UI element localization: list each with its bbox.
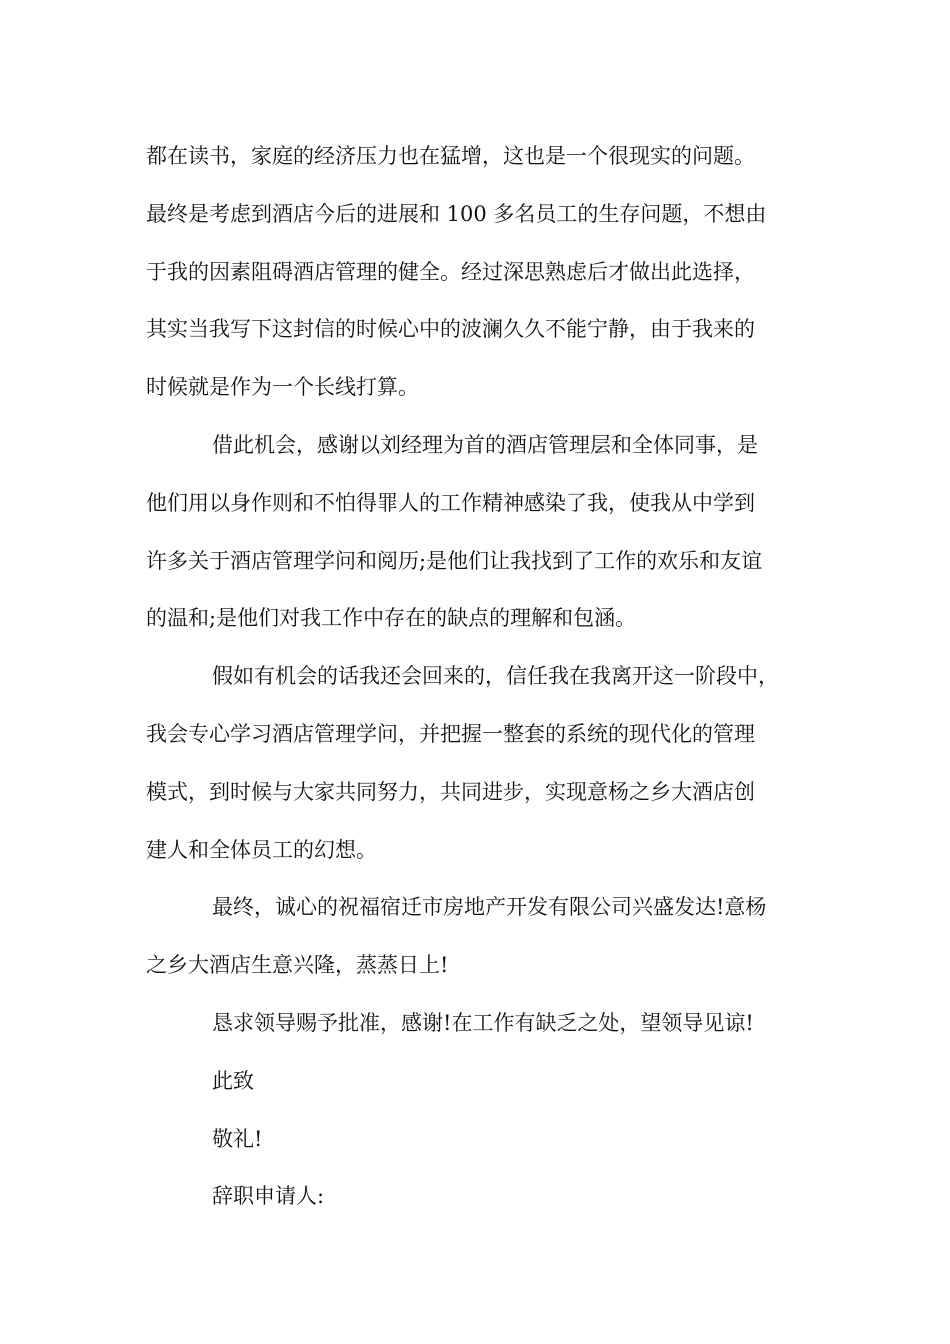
salutation-line: 此致 xyxy=(212,1068,254,1093)
paragraph-start-line: 最终，诚心的祝福宿迁市房地产开发有限公司兴盛发达!意杨 xyxy=(212,895,767,920)
regards-line: 敬礼! xyxy=(212,1126,263,1151)
text-line: 许多关于酒店管理学问和阅历;是他们让我找到了工作的欢乐和友谊 xyxy=(146,548,763,573)
text-line: 的温和;是他们对我工作中存在的缺点的理解和包涵。 xyxy=(146,606,637,631)
text-line: 之乡大酒店生意兴隆，蒸蒸日上! xyxy=(146,953,449,978)
text-line: 他们用以身作则和不怕得罪人的工作精神感染了我，使我从中学到 xyxy=(146,490,755,515)
text-line: 时候就是作为一个长线打算。 xyxy=(146,375,419,400)
text-line: 其实当我写下这封信的时候心中的波澜久久不能宁静，由于我来的 xyxy=(146,317,755,342)
text-line: 模式，到时候与大家共同努力，共同进步，实现意杨之乡大酒店创 xyxy=(146,779,755,804)
text-line: 都在读书，家庭的经济压力也在猛增，这也是一个很现实的问题。 xyxy=(146,144,755,168)
request-line: 恳求领导赐予批准，感谢!在工作有缺乏之处，望领导见谅! xyxy=(212,1010,754,1035)
paragraph-start-line: 借此机会，感谢以刘经理为首的酒店管理层和全体同事，是 xyxy=(212,432,758,457)
text-line: 我会专心学习酒店管理学问，并把握一整套的系统的现代化的管理 xyxy=(146,721,755,746)
paragraph-start-line: 假如有机会的话我还会回来的，信任我在我离开这一阶段中， xyxy=(212,664,779,689)
text-line: 于我的因素阻碍酒店管理的健全。经过深思熟虑后才做出此选择， xyxy=(146,259,755,284)
text-line: 建人和全体员工的幻想。 xyxy=(146,837,377,862)
signature-line: 辞职申请人: xyxy=(212,1184,325,1209)
text-line: 最终是考虑到酒店今后的进展和 100 多名员工的生存问题，不想由 xyxy=(146,201,767,226)
document-body xyxy=(146,128,810,1226)
